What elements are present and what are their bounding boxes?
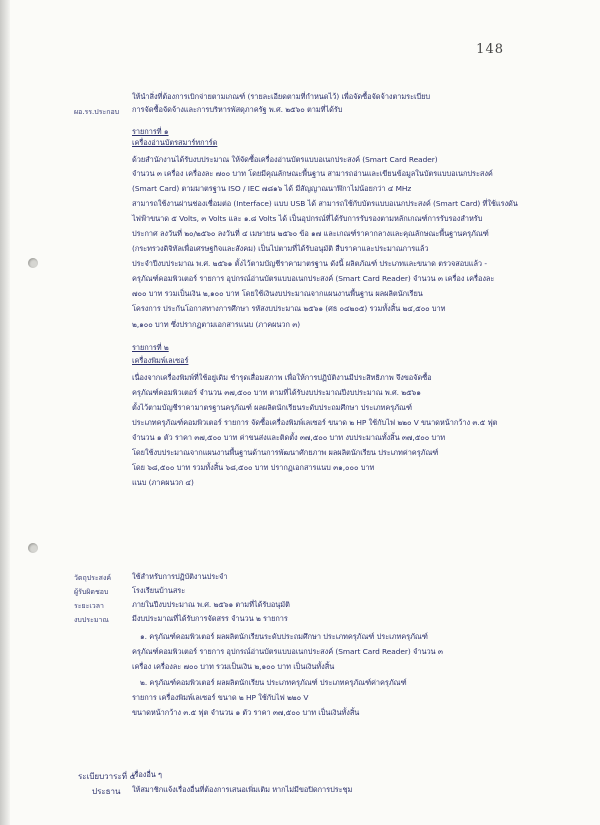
punch-hole-icon: [28, 543, 38, 553]
agenda-text: เรื่องอื่น ๆ: [132, 770, 162, 779]
item-line: เครื่อง เครื่องละ ๗๐๐ บาท รวมเป็นเงิน ๒,๑๐๐ บาท เป็นเงินทั้งสิ้น: [132, 662, 335, 671]
item-line: ขนาดหน้ากว้าง ๓.๕ ฟุต จำนวน ๑ ตัว ราคา ๓๗,๕๐๐ บาท เป็นเงินทั้งสิ้น: [132, 708, 360, 717]
item-line: รายการ เครื่องพิมพ์เลเซอร์ ขนาด ๒ HP ใช้กับไฟ ๒๒๐ V: [132, 693, 309, 702]
body-line: ประกาศ ลงวันที่ ๒๐/๒๕๖๐ ลงวันที่ ๔ เมษายน ๒๕๖๐ ข้อ ๑๗ และเกณฑ์ราคากลางและคุณลักษณะพื้นฐานครุภัณฑ์: [132, 229, 489, 238]
detail-label: วัตถุประสงค์: [74, 574, 112, 582]
body-line: ๒,๑๐๐ บาท ซึ่งปรากฏตามเอกสารแนบ (ภาคผนวก ๓): [132, 320, 301, 329]
detail-label: ระยะเวลา: [74, 602, 104, 610]
body-line: โดย ๖๘,๕๐๐ บาท รวมทั้งสิ้น ๖๘,๕๐๐ บาท ปรากฏเอกสารแนบ ๓๑,๐๐๐ บาท: [132, 463, 375, 472]
body-line: ครุภัณฑ์คอมพิวเตอร์ จำนวน ๓๗,๕๐๐ บาท ตามที่ได้รับงบประมาณปีงบประมาณ พ.ศ. ๒๕๖๑: [132, 388, 421, 397]
intro-line: ให้นำสิ่งที่ต้องการเบิกจ่ายตามเกณฑ์ (รายละเอียดตามที่กำหนดไว้) เพื่อจัดซื้อจัดจ้างตามระเบียบ: [132, 92, 431, 101]
section-title: รายการที่ ๒: [132, 343, 169, 352]
item-line: ๒. ครุภัณฑ์คอมพิวเตอร์ ผลผลิตนักเรียน ประเภทครุภัณฑ์ ประเภทครุภัณฑ์ค่าครุภัณฑ์: [140, 678, 407, 687]
body-line: ประจำปีงบประมาณ พ.ศ. ๒๕๖๑ ตั้งไว้ตามบัญชีราคามาตรฐาน ดังนี้ ผลิตภัณฑ์ ประเภทและขนาด ตรวจสอบแล้ว -: [132, 259, 487, 268]
section-title: รายการที่ ๑: [132, 127, 169, 136]
body-line: สามารถใช้งานผ่านช่องเชื่อมต่อ (Interface) แบบ USB ได้ สามารถใช้กับบัตรแบบอเนกประสงค์ (Smart Card) ที่ใช้แรงดัน: [132, 199, 518, 208]
body-line: โครงการ ประกันโอกาสทางการศึกษา รหัสงบประมาณ ๒๕๖๑ (ศธ ๐๔๒๐๕) รวมทั้งสิ้น ๒๔,๕๐๐ บาท: [132, 304, 446, 313]
detail-label: ผู้รับผิดชอบ: [74, 588, 109, 596]
section-subtitle: เครื่องพิมพ์เลเซอร์: [132, 356, 189, 365]
detail-text: มีงบประมาณที่ได้รับการจัดสรร จำนวน ๒ รายการ: [132, 614, 288, 623]
agenda-label: ระเบียบวาระที่ ๕: [78, 772, 136, 781]
body-line: (Smart Card) ตามมาตรฐาน ISO / IEC ๗๘๑๖ ได้ มีสัญญาณนาฬิกาไม่น้อยกว่า ๔ MHz: [132, 184, 412, 193]
body-line: (กระทรวงดิจิทัลเพื่อเศรษฐกิจและสังคม) เป็นไปตามที่ได้รับอนุมัติ สืบราคาและประมาณการแล้ว: [132, 244, 429, 253]
punch-hole-icon: [28, 258, 38, 268]
detail-text: ภายในปีงบประมาณ พ.ศ. ๒๕๖๑ ตามที่ได้รับอนุมัติ: [132, 600, 290, 609]
body-line: เนื่องจากเครื่องพิมพ์ที่ใช้อยู่เดิม ชำรุดเสื่อมสภาพ เพื่อให้การปฏิบัติงานมีประสิทธิภาพ จึงขอจัดซื้อ: [132, 373, 432, 382]
section-subtitle: เครื่องอ่านบัตรสมาร์ทการ์ด: [132, 138, 218, 147]
page-number: 148: [476, 42, 504, 57]
body-line: ประเภทครุภัณฑ์คอมพิวเตอร์ รายการ จัดซื้อเครื่องพิมพ์เลเซอร์ ขนาด ๒ HP ใช้กับไฟ ๒๒๐ V ขนาดหน้ากว้าง ๓.๕ ฟุต: [132, 418, 498, 427]
chair-label: ประธาน: [92, 787, 121, 796]
scan-edge-shadow: [0, 0, 10, 825]
item-line: ครุภัณฑ์คอมพิวเตอร์ รายการ อุปกรณ์อ่านบัตรแบบอเนกประสงค์ (Smart Card Reader) จำนวน ๓: [132, 647, 443, 656]
body-line: ตั้งไว้ตามบัญชีราคามาตรฐานครุภัณฑ์ ผลผลิตนักเรียนระดับประถมศึกษา ประเภทครุภัณฑ์: [132, 403, 412, 412]
body-line: ๗๐๐ บาท รวมเป็นเงิน ๒,๑๐๐ บาท โดยใช้เงินงบประมาณจากแผนงานพื้นฐาน ผลผลิตนักเรียน: [132, 289, 423, 298]
margin-label: ผอ.รร.ประกอบ: [74, 108, 120, 116]
body-line: จำนวน ๑ ตัว ราคา ๓๗,๕๐๐ บาท ค่าขนส่งและติดตั้ง ๓๗,๕๐๐ บาท งบประมาณทั้งสิ้น ๓๗,๕๐๐ บาท: [132, 433, 446, 442]
body-line: ครุภัณฑ์คอมพิวเตอร์ รายการ อุปกรณ์อ่านบัตรแบบอเนกประสงค์ (Smart Card Reader) จำนวน ๓ เครื่อง เครื่องละ: [132, 274, 495, 283]
body-line: จำนวน ๓ เครื่อง เครื่องละ ๗๐๐ บาท โดยมีคุณลักษณะพื้นฐาน สามารถอ่านและเขียนข้อมูลในบัตรแบบอเนกประสงค์: [132, 169, 493, 178]
body-line: โดยใช้งบประมาณจากแผนงานพื้นฐานด้านการพัฒนาศักยภาพ ผลผลิตนักเรียน ประเภทค่าครุภัณฑ์: [132, 448, 439, 457]
chair-text: ให้สมาชิกแจ้งเรื่องอื่นที่ต้องการเสนอเพิ่มเติม หากไม่มีขอปิดการประชุม: [132, 785, 353, 794]
body-line: ด้วยสำนักงานได้รับงบประมาณ ให้จัดซื้อเครื่องอ่านบัตรแบบอเนกประสงค์ (Smart Card Reader): [132, 155, 438, 164]
item-line: ๑. ครุภัณฑ์คอมพิวเตอร์ ผลผลิตนักเรียนระดับประถมศึกษา ประเภทครุภัณฑ์ ประเภทครุภัณฑ์: [140, 632, 428, 641]
detail-label: งบประมาณ: [74, 616, 109, 624]
body-line: ไฟฟ้าขนาด ๕ Volts, ๓ Volts และ ๑.๘ Volts ได้ เป็นอุปกรณ์ที่ได้รับการรับรองตามหลักเกณฑ์การรับรองสำหรับ: [132, 214, 483, 223]
body-line: แนบ (ภาคผนวก ๔): [132, 478, 194, 487]
intro-line: การจัดซื้อจัดจ้างและการบริหารพัสดุภาครัฐ พ.ศ. ๒๕๖๐ ตามที่ได้รับ: [132, 105, 343, 114]
detail-text: โรงเรียนบ้านสระ: [132, 586, 186, 595]
detail-text: ใช้สำหรับการปฏิบัติงานประจำ: [132, 572, 228, 581]
